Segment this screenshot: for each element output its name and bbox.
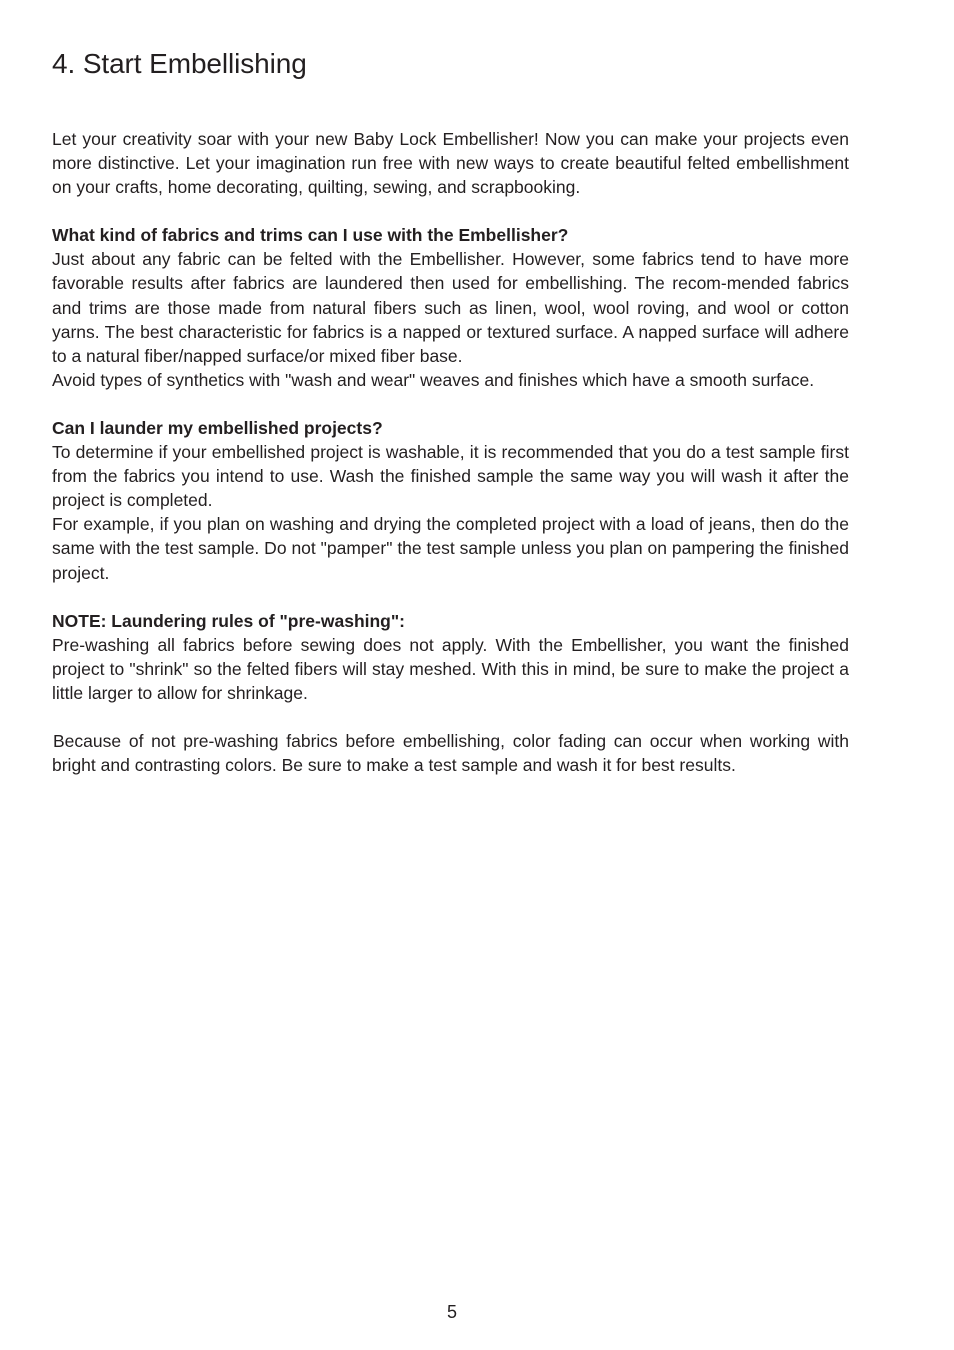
intro-block [52, 127, 849, 199]
intro-paragraph: Let your creativity soar with your new Baby Lock Embellisher! Now you can make your projects even more distinctive. Let your imagination run free with new ways to create beautiful felted embellishment on your crafts, home decorating, quilting, sewing, and scrapbooking. [52, 129, 849, 198]
section-title: 4. Start Embellishing [52, 48, 307, 79]
note-heading: NOTE: Laundering rules of "pre-washing": [52, 610, 405, 631]
note-prewashing-block [52, 609, 849, 705]
page-number: 5 [446, 1302, 457, 1322]
faq-question: What kind of fabrics and trims can I use with the Embellisher? [52, 225, 569, 246]
faq-answer-paragraph: For example, if you plan on washing and drying the completed project with a load of jeans, then do the same with the test sample. Do not "pamper" the test sample unless you plan on pampering the finished project. [52, 514, 849, 583]
closing-block [52, 729, 849, 777]
closing-paragraph: Because of not pre-washing fabrics before embellishing, color fading can occur when working with bright and contrasting colors. Be sure to make a test sample and wash it for best results. [52, 730, 849, 776]
faq-answer-paragraph: To determine if your embellished project is washable, it is recommended that you do a test sample first from the fabrics you intend to use. Wash the finished sample the same way you will wash it after the project is completed. [52, 442, 849, 511]
faq-question: Can I launder my embellished projects? [52, 417, 383, 438]
note-paragraph: Pre-washing all fabrics before sewing does not apply. With the Embellisher, you want the finished project to "shrink" so the felted fibers will stay meshed. With this in mind, be sure to make the project a little larger to allow for shrinkage. [52, 634, 849, 703]
faq-answer-paragraph: Avoid types of synthetics with "wash and wear" weaves and finishes which have a smooth surface. [52, 369, 815, 390]
faq-answer-paragraph: Just about any fabric can be felted with the Embellisher. However, some fabrics tend to have more favorable results after fabrics are laundered then used for embellishing. The recom-mended fabrics and trims are those made from natural fibers such as linen, wool, wool roving, and wool or cotton yarns. The best characteristic for fabrics is a napped or textured surface. A napped surface will adhere to a natural fiber/napped surface/or mixed fiber base. [52, 249, 849, 366]
faq-fabrics-block [52, 223, 849, 392]
document-page [52, 44, 849, 801]
faq-laundering-block [52, 416, 849, 585]
